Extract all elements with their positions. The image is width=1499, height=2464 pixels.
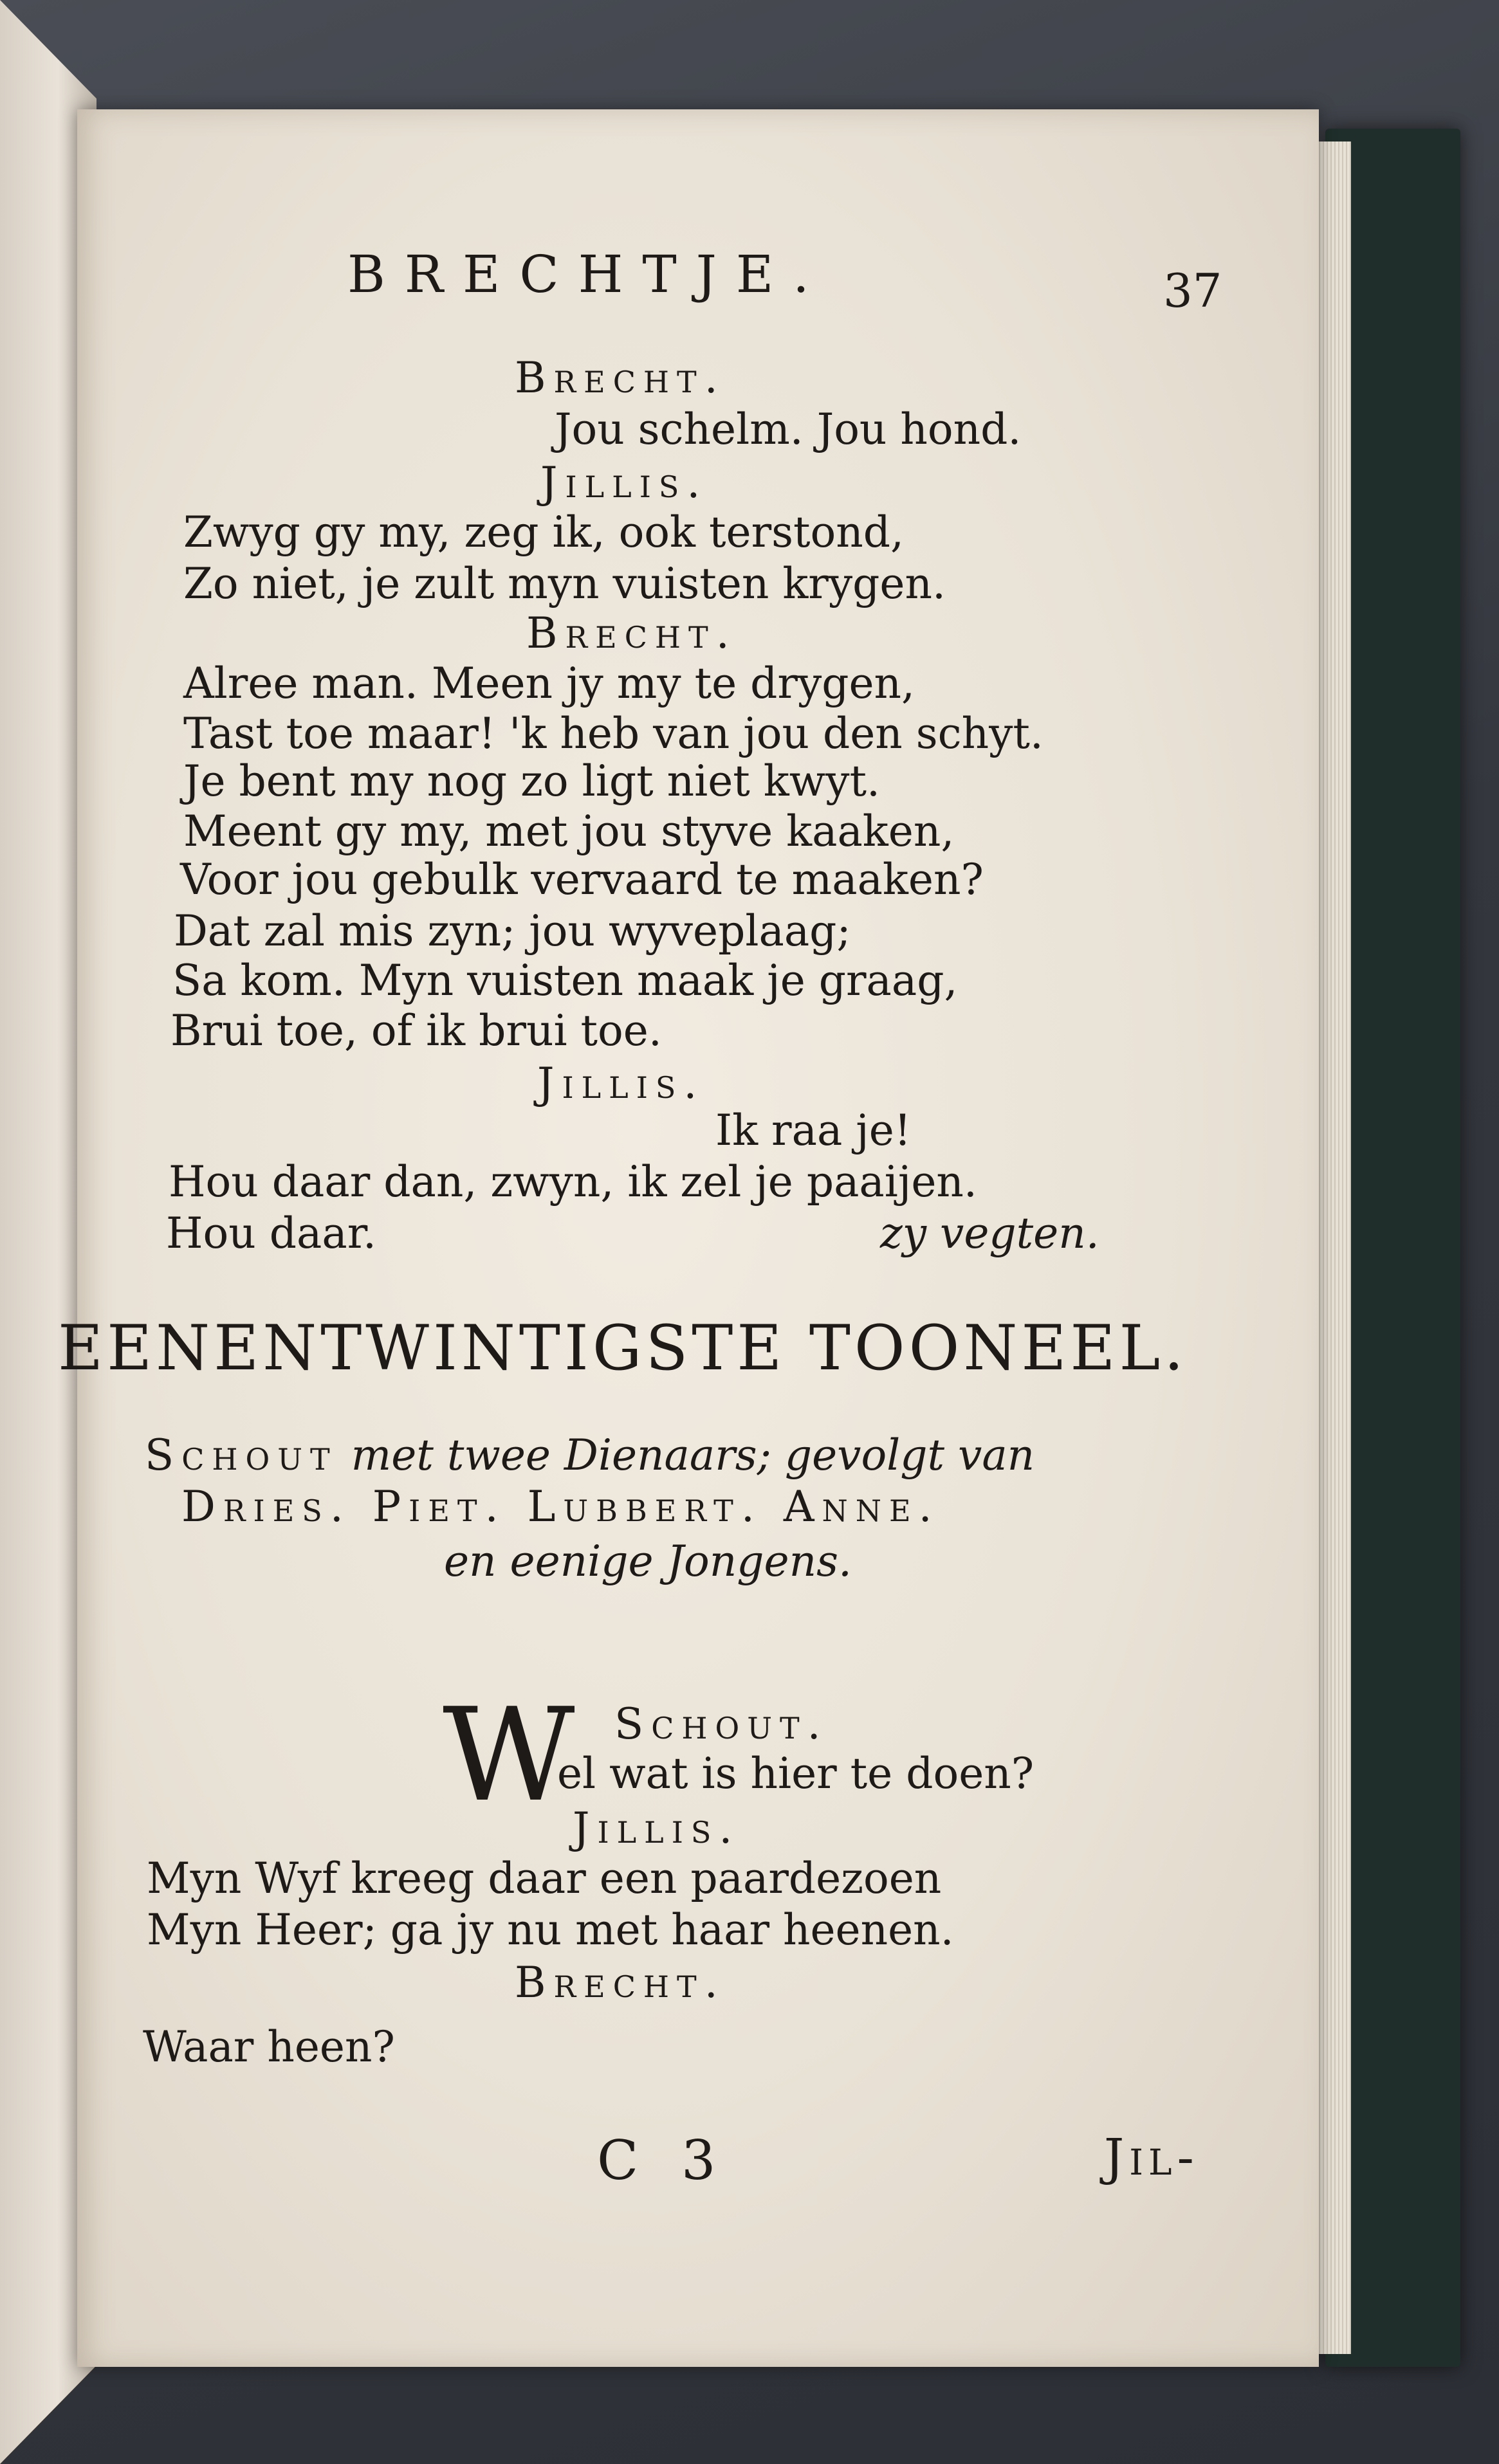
verse-line: Voor jou gebulk vervaard te maaken?	[180, 855, 984, 904]
verse-line: Alree man. Meen jy my te drygen,	[183, 659, 915, 708]
stage-direction-text: en eenige Jongens.	[444, 1537, 852, 1586]
speaker-name: Brecht.	[515, 1958, 726, 2007]
catchword: Jil-	[1104, 2129, 1199, 2187]
speaker-name: Jillis.	[540, 458, 708, 507]
page-number: 37	[1163, 264, 1222, 318]
speaker-name: Jillis.	[573, 1803, 740, 1853]
verse-line: Zwyg gy my, zeg ik, ook terstond,	[183, 507, 905, 557]
character-name: Schout	[145, 1430, 338, 1480]
verse-line: Hou daar.	[166, 1209, 377, 1258]
verse-line: Je bent my nog zo ligt niet kwyt.	[183, 756, 881, 806]
verse-line: Dat zal mis zyn; jou wyveplaag;	[174, 906, 851, 956]
verse-line: Tast toe maar! 'k heb van jou den schyt.	[183, 709, 1044, 758]
speaker-name: Brecht.	[515, 353, 726, 403]
verse-line: Hou daar dan, zwyn, ik zel je paaijen.	[169, 1157, 977, 1207]
verse-line: Meent gy my, met jou styve kaaken,	[183, 807, 955, 856]
drop-cap: W	[443, 1681, 575, 1830]
stage-direction-text: met twee Dienaars; gevolgt van	[351, 1430, 1035, 1480]
verse-line: Myn Wyf kreeg daar een paardezoen	[147, 1854, 942, 1903]
speaker-name: Schout.	[614, 1699, 829, 1749]
verse-line: Ik raa je!	[715, 1106, 912, 1155]
verse-line: Myn Heer; ga jy nu met haar heenen.	[147, 1905, 954, 1955]
verse-line: Waar heen?	[143, 2022, 395, 2072]
speaker-name: Brecht.	[526, 608, 737, 658]
verse-line: Sa kom. Myn vuisten maak je graag,	[172, 956, 958, 1005]
stage-direction-line	[145, 1430, 1035, 1480]
character-list: Dries. Piet. Lubbert. Anne.	[181, 1482, 940, 1531]
running-head: BRECHTJE.	[347, 244, 829, 304]
scene-heading: EENENTWINTIGSTE TOONEEL.	[58, 1312, 1188, 1384]
verse-line: Brui toe, of ik brui toe.	[170, 1006, 662, 1055]
verse-line: Jou schelm. Jou hond.	[555, 405, 1022, 454]
signature-mark: C 3	[597, 2129, 729, 2192]
speaker-name: Jillis.	[537, 1059, 705, 1108]
verse-line: el wat is hier te doen?	[557, 1749, 1035, 1798]
stage-direction-inline: zy vegten.	[880, 1209, 1099, 1258]
verse-line: Zo niet, je zult myn vuisten krygen.	[183, 559, 946, 608]
